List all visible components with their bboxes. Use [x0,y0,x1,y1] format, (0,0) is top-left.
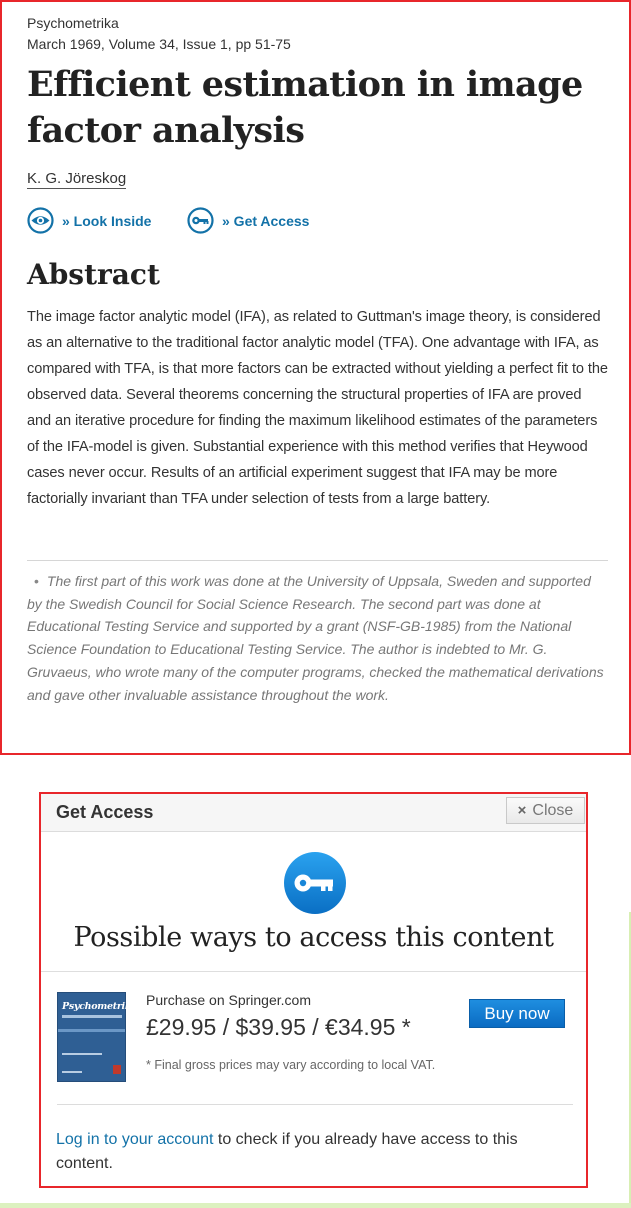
purchase-label: Purchase on Springer.com [146,992,311,1008]
key-icon [283,851,347,915]
key-icon [187,207,214,234]
divider [57,1104,573,1105]
footnote-text: The first part of this work was done at the University of Uppsala, Sweden and supported by the Swedish Council for Social Science Research. The second part was done at Educational Testing Service and supported by a grant (NSF-GB-1985) from the National Science Foundation to Educational Testing Service. The author is indebted to Mr. G. Gruvaeus, who wrote many of the computer programs, checked the mathematical derivations and gave other invaluable assistance throughout the work. [27,573,604,703]
issue-info[interactable]: March 1969, Volume 34, Issue 1, pp 51-75 [27,36,291,52]
login-link[interactable]: Log in to your account [56,1131,214,1148]
dialog-header [41,794,586,832]
eye-icon [27,207,54,234]
journal-cover-image [57,992,137,1082]
abstract-text: The image factor analytic model (IFA), as related to Guttman's image theory, is considered as an alternative to the traditional factor analytic model (TFA). One advantage with IFA, as compared with TFA, is that more factors can be extracted without yielding a perfect fit to the observed data. Several theorems concerning the structural properties of IFA are proved and an iterative procedure for finding the maximum likelihood estimates of the parameters of the IFA-model is given. Substantial experience with this method verifies that Heywood cases never occur. Results of an artificial experiment suggest that IFA may be more factorially invariant than TFA under selection of tests from a large battery. [27,309,608,507]
journal-name[interactable]: Psychometrika [27,15,119,31]
get-access-label: » Get Access [222,212,310,229]
close-label: Close [532,801,574,819]
abstract-heading: Abstract [27,258,160,291]
article-title: Efficient estimation in image factor analysis [27,64,583,151]
get-access-dialog [39,792,588,1188]
close-icon: × [517,802,527,819]
login-rest: to check if you already have access to this content. [56,1131,518,1172]
close-button[interactable] [506,797,585,824]
section-divider [27,560,608,561]
price: £29.95 / $39.95 / €34.95 * [146,1014,411,1040]
cover-title: Psychometrika [62,1001,137,1012]
author-link[interactable]: K. G. Jöreskog [27,170,127,187]
dialog-subtitle: Possible ways to access this content [73,922,554,953]
footnote-bullet: • [34,573,39,589]
footnote [27,570,609,706]
look-inside-label: » Look Inside [62,212,152,229]
vat-note: * Final gross prices may vary according to local VAT. [146,1058,436,1072]
divider [41,971,586,972]
dialog-title: Get Access [56,802,154,822]
look-inside-button[interactable] [27,207,151,234]
get-access-button[interactable] [187,207,309,234]
publisher-logo [113,1065,121,1074]
background-edge [0,1203,631,1208]
buy-now-button[interactable]: Buy now [469,999,565,1028]
login-prompt [56,1128,566,1176]
